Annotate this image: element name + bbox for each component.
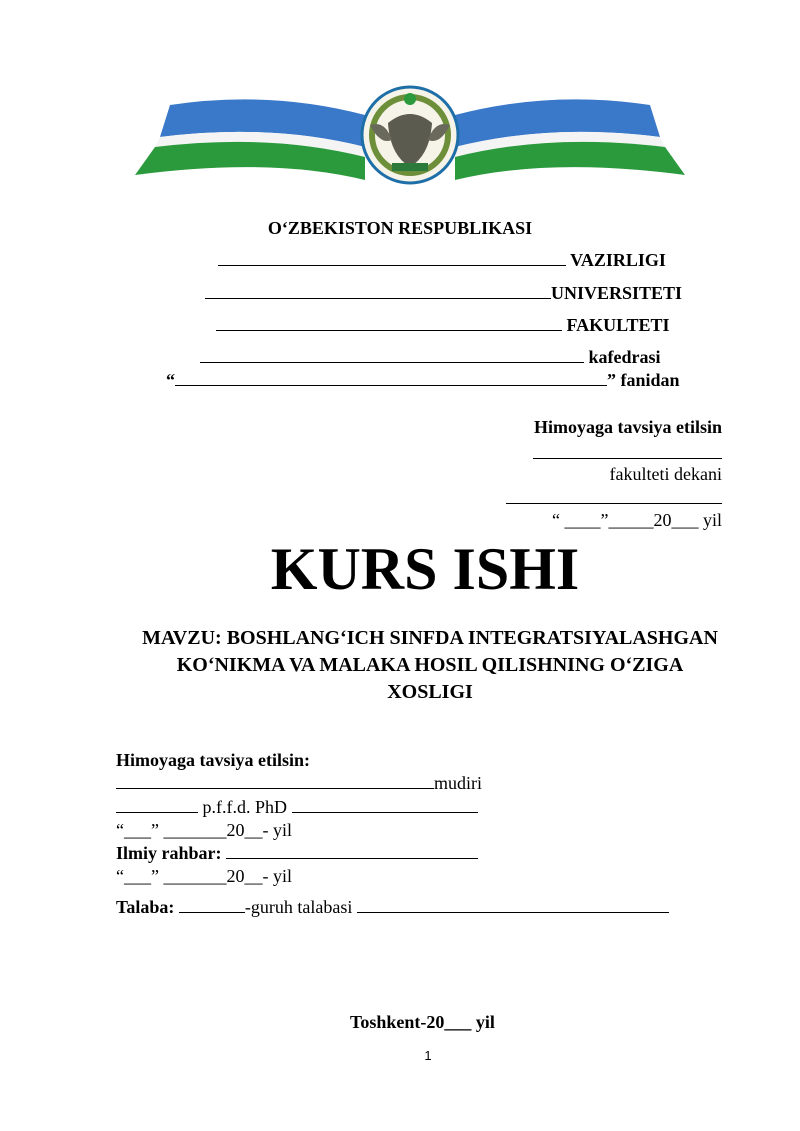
degree-label: p.f.f.d. PhD xyxy=(198,797,292,817)
university-blank[interactable] xyxy=(205,298,551,299)
head-label: mudiri xyxy=(434,773,482,793)
student-label: Talaba: xyxy=(116,897,175,917)
recommendation-title: Himoyaga tavsiya etilsin: xyxy=(116,750,310,770)
ministry-blank[interactable] xyxy=(218,265,566,266)
university-label: UNIVERSITETI xyxy=(551,283,683,303)
dean-name-blank[interactable] xyxy=(506,503,722,504)
department-line xyxy=(200,347,661,368)
degree-name-blank[interactable] xyxy=(116,812,198,813)
subject-label: ” fanidan xyxy=(607,370,680,390)
degree-line xyxy=(116,797,478,818)
subject-line xyxy=(166,370,680,391)
country-name: O‘ZBEKISTON RESPUBLIKASI xyxy=(267,218,533,238)
approval-signature-blank[interactable] xyxy=(533,458,722,459)
approval-title: Himoyaga tavsiya etilsin xyxy=(534,417,722,437)
approval-date: “ ____”_____20___ yil xyxy=(552,510,722,530)
head-name-blank[interactable] xyxy=(116,788,434,789)
group-blank[interactable] xyxy=(179,912,245,913)
document-title: KURS ISHI xyxy=(270,536,580,602)
subject-blank[interactable] xyxy=(175,385,607,386)
topic-line-1: MAVZU: BOSHLANG‘ICH SINFDA INTEGRATSIYALASHGAN xyxy=(142,627,718,649)
head-line xyxy=(116,773,482,794)
group-label: -guruh talabasi xyxy=(244,897,353,917)
faculty-label: FAKULTETI xyxy=(562,315,670,335)
ministry-label: VAZIRLIGI xyxy=(566,250,666,270)
supervisor-label: Ilmiy rahbar: xyxy=(116,843,222,863)
city-year: Toshkent-20___ yil xyxy=(350,1012,495,1032)
department-label: kafedrasi xyxy=(584,347,661,367)
topic-line-2: KO‘NIKMA VA MALAKA HOSIL QILISHNING O‘ZIGA xyxy=(176,654,684,676)
faculty-blank[interactable] xyxy=(216,330,562,331)
degree-signature-blank[interactable] xyxy=(292,812,478,813)
supervisor-blank[interactable] xyxy=(226,858,478,859)
supervisor-line xyxy=(116,843,478,864)
ministry-line xyxy=(218,250,666,271)
university-line xyxy=(205,283,682,304)
topic-line-3: XOSLIGI xyxy=(387,681,473,703)
subject-open-quote: “ xyxy=(166,370,175,390)
recommendation-date-2: “___” _______20__- yil xyxy=(116,866,292,886)
student-line xyxy=(116,897,669,918)
dean-label: fakulteti dekani xyxy=(609,464,722,484)
recommendation-date-1: “___” _______20__- yil xyxy=(116,820,292,840)
faculty-line xyxy=(216,315,670,336)
state-emblem-banner xyxy=(130,85,690,190)
student-name-blank[interactable] xyxy=(357,912,669,913)
department-blank[interactable] xyxy=(200,362,584,363)
page-number: 1 xyxy=(424,1048,432,1063)
topic-block xyxy=(0,625,800,706)
